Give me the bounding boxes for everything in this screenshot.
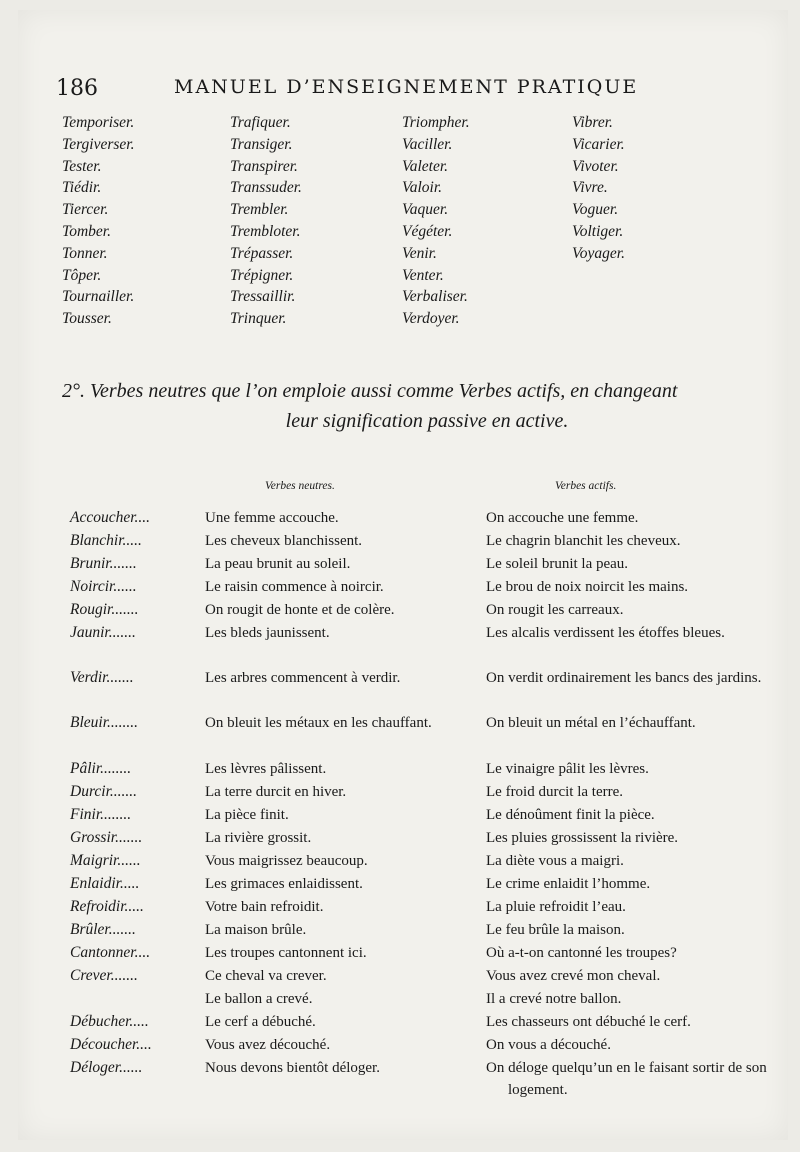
verb-cell: Durcir....... [70, 783, 138, 800]
verb-column-1 [62, 112, 134, 330]
neutre-example: Les arbres commencent à verdir. [205, 670, 401, 686]
verb-item: Venter. [402, 266, 444, 284]
verb-item: Tomber. [62, 222, 111, 240]
verb-item: Tiédir. [62, 179, 102, 197]
page-header [56, 76, 746, 104]
verb-item: Trépigner. [230, 266, 294, 284]
verb-item: Trafiquer. [230, 114, 291, 131]
header-verbes-neutres: Verbes neutres. [265, 480, 335, 492]
verb-item: Vaciller. [402, 135, 453, 153]
verb-cell: Refroidir..... [70, 898, 144, 915]
neutre-example: Nous devons bientôt déloger. [205, 1060, 380, 1076]
verb-item: Tôper. [62, 266, 102, 284]
neutre-example: La peau brunit au soleil. [205, 556, 351, 572]
verb-list [0, 112, 800, 342]
neutre-example: Les cheveux blanchissent. [205, 533, 363, 549]
neutre-example: Ce cheval va crever. [205, 968, 327, 984]
verb-item: Voltiger. [572, 222, 624, 240]
neutre-example: Les bleds jaunissent. [205, 625, 330, 641]
actif-example: Les alcalis verdissent les étoffes bleues. [486, 625, 725, 641]
verb-cell: Verdir....... [70, 669, 134, 686]
actif-example: Le chagrin blanchit les cheveux. [486, 533, 681, 549]
neutre-example: Le ballon a crevé. [205, 991, 313, 1007]
verb-item: Vivre. [572, 179, 608, 197]
verb-cell: Bleuir........ [70, 714, 139, 731]
verb-item: Tousser. [62, 310, 112, 328]
verb-cell: Enlaidir..... [70, 875, 140, 892]
verb-item: Vicarier. [572, 135, 625, 153]
actif-example: Le soleil brunit la peau. [486, 556, 629, 572]
actif-example: Le dénoûment finit la pièce. [486, 807, 655, 823]
actif-example: On rougit les carreaux. [486, 602, 624, 618]
actif-example: La pluie refroidit l’eau. [486, 899, 626, 915]
verb-item: Transpirer. [230, 157, 298, 175]
actif-example: On accouche une femme. [486, 510, 639, 526]
actif-example: Les chasseurs ont débuché le cerf. [486, 1014, 691, 1030]
neutre-example: Les troupes cantonnent ici. [205, 945, 367, 961]
verb-item: Vivoter. [572, 157, 619, 175]
verb-item: Trembler. [230, 201, 289, 219]
neutre-example: Une femme accouche. [205, 510, 339, 526]
verb-item: Tournailler. [62, 288, 135, 306]
verb-cell: Déloger...... [70, 1059, 143, 1076]
neutre-example: On bleuit les métaux en les chauffant. [205, 715, 432, 731]
running-head: MANUEL D’ENSEIGNEMENT PRATIQUE [174, 76, 639, 98]
header-verbes-actifs: Verbes actifs. [555, 480, 617, 492]
verb-item: Végéter. [402, 222, 453, 240]
section-title-line-2: leur signification passive en active. [285, 410, 569, 432]
neutre-example: Le cerf a débuché. [205, 1014, 316, 1030]
verb-item: Tressaillir. [230, 288, 296, 306]
verb-item: Valoir. [402, 179, 443, 197]
neutre-example: La terre durcit en hiver. [205, 784, 347, 800]
verb-item: Valeter. [402, 157, 449, 175]
actif-example: On verdit ordinairement les bancs des jardins. [486, 670, 762, 686]
neutre-example: Le raisin commence à noircir. [205, 579, 384, 595]
verb-item: Venir. [402, 244, 437, 262]
verb-cell: Noircir...... [70, 578, 137, 595]
verb-column-3 [402, 112, 470, 330]
neutre-example: La pièce finit. [205, 807, 289, 823]
neutre-example: Votre bain refroidit. [205, 899, 324, 915]
verb-cell: Brûler....... [70, 921, 136, 938]
verb-item: Tergiverser. [62, 135, 135, 153]
section-title [62, 376, 762, 436]
verb-cell: Débucher..... [70, 1013, 149, 1030]
verb-item: Verdoyer. [402, 310, 460, 328]
actif-example: On bleuit un métal en l’échauffant. [486, 715, 696, 731]
verb-item: Voyager. [572, 244, 625, 262]
actif-example: Le crime enlaidit l’homme. [486, 876, 651, 892]
verb-cell: Accoucher.... [70, 509, 151, 526]
actif-example: La diète vous a maigri. [486, 853, 624, 869]
verb-item: Trépasser. [230, 244, 294, 262]
neutre-example: Les lèvres pâlissent. [205, 761, 327, 777]
verb-item: Temporiser. [62, 114, 135, 131]
actif-example: Vous avez crevé mon cheval. [486, 968, 661, 984]
actif-example: Le vinaigre pâlit les lèvres. [486, 761, 649, 777]
verb-cell: Finir........ [70, 806, 132, 823]
verb-cell: Jaunir....... [70, 624, 136, 641]
neutre-example: On rougit de honte et de colère. [205, 602, 395, 618]
actif-example: Où a-t-on cantonné les troupes? [486, 945, 677, 961]
verb-item: Tiercer. [62, 201, 109, 219]
verb-cell: Brunir....... [70, 555, 137, 572]
verb-item: Triompher. [402, 114, 470, 131]
actif-example: On vous a découché. [486, 1037, 611, 1053]
verb-cell: Cantonner.... [70, 944, 151, 961]
verb-cell: Blanchir..... [70, 532, 142, 549]
actif-example: Le feu brûle la maison. [486, 922, 625, 938]
verb-column-4 [572, 112, 625, 265]
verb-cell: Maigrir...... [70, 852, 141, 869]
actif-example: On déloge quelqu’un en le faisant sortir de son logement. [486, 1060, 767, 1098]
verb-item: Verbaliser. [402, 288, 468, 306]
verb-cell: Découcher.... [70, 1036, 152, 1053]
neutre-example: Vous avez découché. [205, 1037, 331, 1053]
verb-item: Tester. [62, 157, 102, 175]
actif-example: Il a crevé notre ballon. [486, 991, 622, 1007]
verb-cell: Crever....... [70, 967, 138, 984]
verb-item: Voguer. [572, 201, 619, 219]
verb-column-2 [230, 112, 302, 330]
verb-item: Trembloter. [230, 222, 301, 240]
column-headers [0, 480, 800, 498]
neutre-example: Les grimaces enlaidissent. [205, 876, 363, 892]
actif-example: Le froid durcit la terre. [486, 784, 624, 800]
verb-item: Trinquer. [230, 310, 287, 328]
verb-item: Transiger. [230, 135, 293, 153]
verb-item: Vibrer. [572, 114, 613, 131]
verb-item: Tonner. [62, 244, 108, 262]
verb-item: Transsuder. [230, 179, 302, 197]
page-number: 186 [56, 76, 98, 101]
actif-example: Le brou de noix noircit les mains. [486, 579, 689, 595]
verb-cell: Grossir....... [70, 829, 143, 846]
section-title-line-1: 2°. Verbes neutres que l’on emploie aussi comme Verbes actifs, en changeant [62, 380, 678, 402]
neutre-example: Vous maigrissez beaucoup. [205, 853, 368, 869]
neutre-example: La maison brûle. [205, 922, 307, 938]
verb-item: Vaquer. [402, 201, 449, 219]
actif-example: Les pluies grossissent la rivière. [486, 830, 679, 846]
neutre-example: La rivière grossit. [205, 830, 312, 846]
verb-cell: Rougir....... [70, 601, 139, 618]
verb-cell: Pâlir........ [70, 760, 132, 777]
